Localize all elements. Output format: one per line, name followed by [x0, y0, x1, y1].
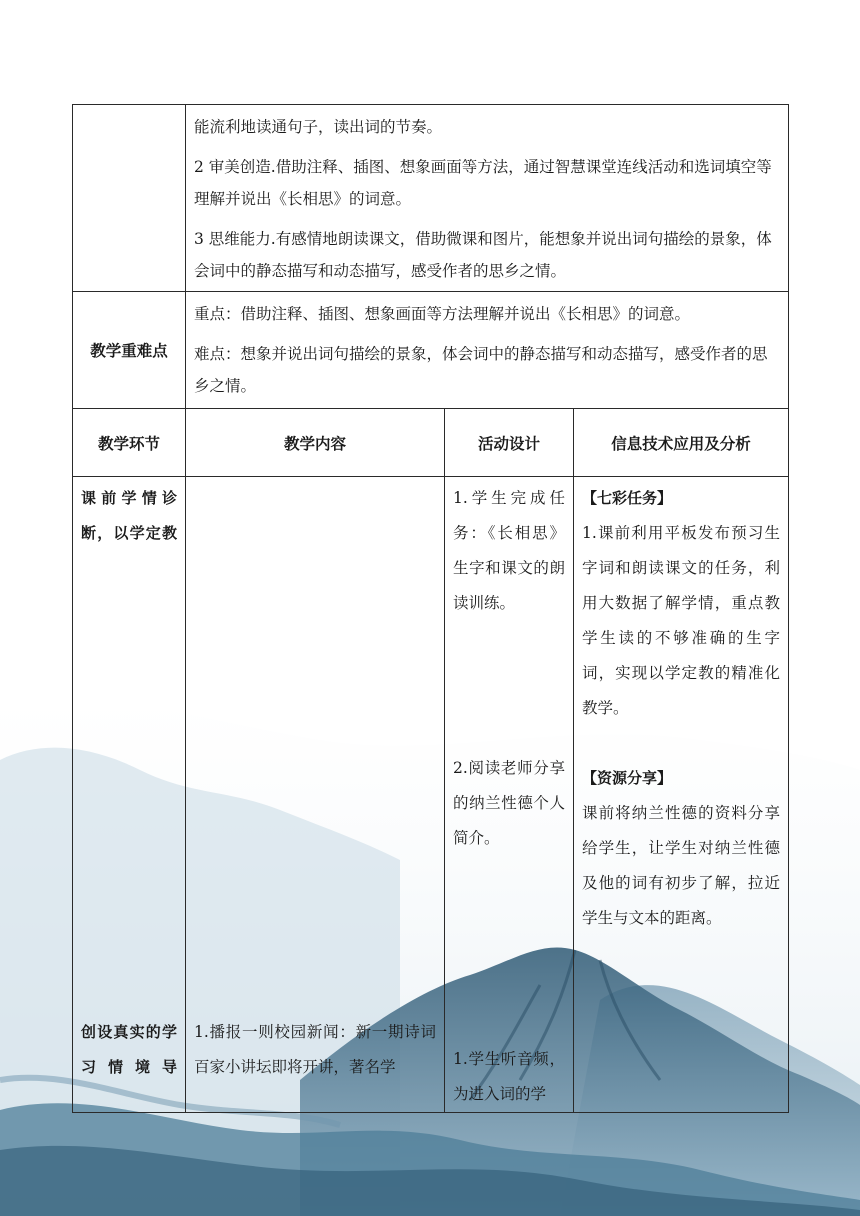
table-header-row: [73, 409, 789, 477]
table-row: [73, 477, 789, 1113]
activity-a2: 2.阅读老师分享的纳兰性德个人简介。: [453, 759, 565, 847]
objectives-row: [73, 105, 789, 292]
objectives-label-cell: [73, 105, 186, 292]
content-item1: 1.播报一则校园新闻：新一期诗词百家小讲坛即将开讲，著名学: [194, 1023, 436, 1076]
objective-item3: 3 思维能力.有感情地朗读课文，借助微课和图片，能想象并说出词句描绘的景象，体会词中的静态描写和动态描写，感受作者的思乡之情。: [194, 230, 772, 280]
key-difficulty: 难点：想象并说出词句描绘的景象，体会词中的静态描写和动态描写，感受作者的思乡之情。: [194, 345, 768, 395]
key-points-label: 教学重难点: [73, 292, 186, 409]
objectives-cell: [186, 105, 789, 292]
activity-a3: 1.学生听音频，为进入词的学: [453, 1050, 565, 1103]
lesson-plan-document: [72, 104, 788, 1113]
it-analysis-cell: [574, 477, 789, 1113]
objective-line1: 能流利地读通句子，读出词的节奏。: [194, 118, 443, 136]
header-stage: 教学环节: [73, 409, 186, 477]
header-content: 教学内容: [186, 409, 445, 477]
stage-cell: [73, 477, 186, 1113]
header-activity: 活动设计: [445, 409, 574, 477]
it-text2: 课前将纳兰性德的资料分享给学生，让学生对纳兰性德及他的词有初步了解，拉近学生与文本的距离。: [582, 804, 781, 927]
objective-item2: 2 审美创造.借助注释、插图、想象画面等方法，通过智慧课堂连线活动和选词填空等理解并说出《长相思》的词意。: [194, 158, 772, 208]
key-points-row: [73, 292, 789, 409]
stage-pre-class: 课前学情诊断，以学定教: [81, 489, 177, 542]
it-text1: 1.课前利用平板发布预习生字词和朗读课文的任务，利用大数据了解学情，重点教学生读的不够准确的生字词，实现以学定教的精准化教学。: [582, 524, 781, 717]
key-points-cell: [186, 292, 789, 409]
header-it-analysis: 信息技术应用及分析: [574, 409, 789, 477]
lesson-plan-table: [72, 104, 789, 1113]
it-tag-colorful-task: 【七彩任务】: [582, 489, 673, 507]
stage-situation: 创设真实的学习情境导: [81, 1023, 177, 1076]
activity-cell: [445, 477, 574, 1113]
it-tag-resource-share: 【资源分享】: [582, 769, 673, 787]
activity-a1: 1.学生完成任务：《长相思》生字和课文的朗读训练。: [453, 489, 565, 612]
key-focus: 重点：借助注释、插图、想象画面等方法理解并说出《长相思》的词意。: [194, 305, 691, 323]
content-cell: [186, 477, 445, 1113]
